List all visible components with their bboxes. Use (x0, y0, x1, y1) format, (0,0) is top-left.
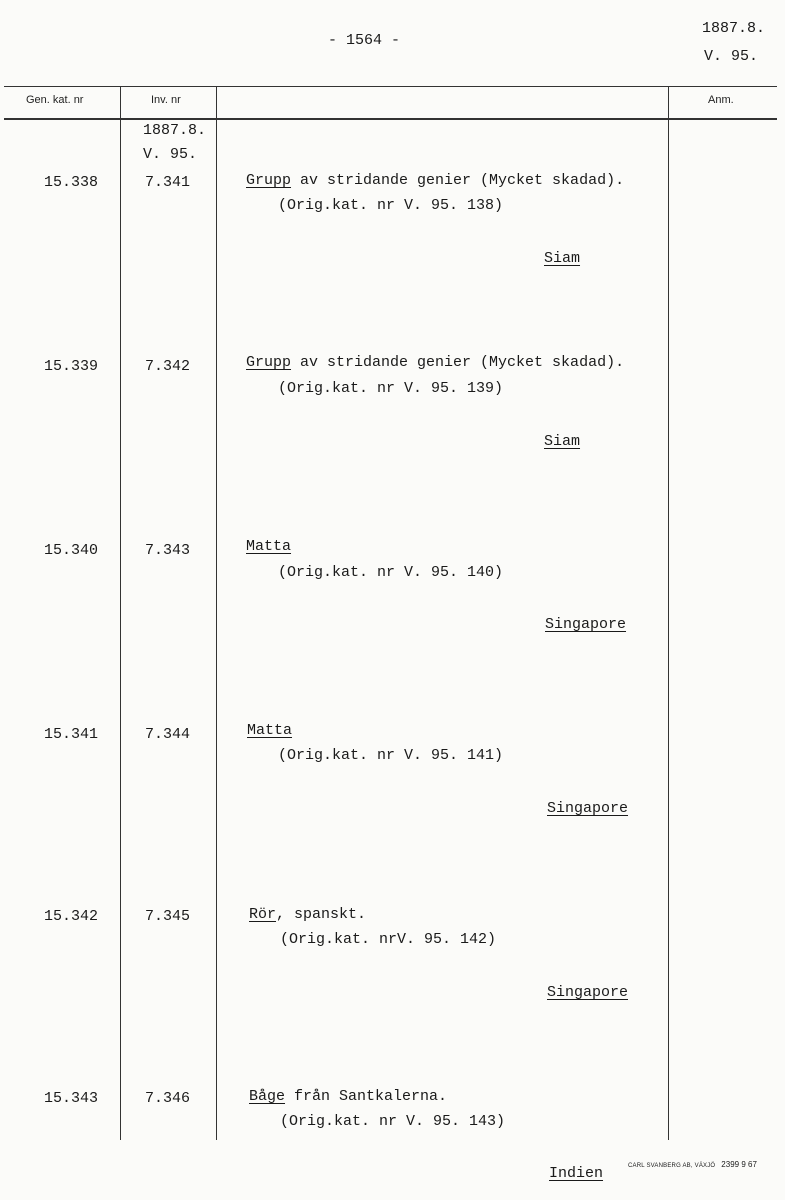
origin-place: Indien (549, 1165, 604, 1182)
inv-number: 7.346 (145, 1090, 191, 1107)
entry-description-rest: , spanskt. (276, 906, 367, 923)
orig-kat-ref: (Orig.kat. nr V. 95. 143) (280, 1113, 506, 1130)
origin-place: Singapore (547, 984, 629, 1001)
gen-kat-number: 15.343 (44, 1090, 99, 1107)
orig-kat-ref: (Orig.kat. nr V. 95. 139) (278, 380, 504, 397)
inv-number: 7.343 (145, 542, 191, 559)
printer-name: CARL SVANBERG AB, VÄXJÖ (628, 1163, 716, 1169)
carry-date: 1887.8. (143, 122, 207, 139)
orig-kat-ref: (Orig.kat. nr V. 95. 140) (278, 564, 504, 581)
gen-kat-number: 15.338 (44, 174, 99, 191)
entry-description-rest: av stridande genier (Mycket skadad). (291, 354, 625, 371)
column-divider-3 (668, 86, 669, 1140)
orig-kat-ref: (Orig.kat. nr V. 95. 141) (278, 747, 504, 764)
origin-place: Siam (544, 250, 581, 267)
column-header-inv-nr: Inv. nr (151, 94, 181, 106)
inv-number: 7.344 (145, 726, 191, 743)
orig-kat-ref: (Orig.kat. nr V. 95. 138) (278, 197, 504, 214)
orig-kat-ref: (Orig.kat. nrV. 95. 142) (280, 931, 497, 948)
entry-description (247, 722, 292, 739)
form-code: 2399 9 67 (721, 1160, 757, 1169)
column-divider-1 (120, 86, 121, 1140)
origin-place: Siam (544, 433, 581, 450)
origin-place: Singapore (545, 616, 627, 633)
printer-imprint (628, 1160, 757, 1169)
carry-volume: V. 95. (143, 146, 198, 163)
entry-description (249, 1088, 447, 1105)
column-header-gen-kat-nr: Gen. kat. nr (26, 94, 84, 106)
page-number: - 1564 - (328, 32, 401, 49)
inv-number: 7.342 (145, 358, 191, 375)
entry-title: Rör (249, 906, 277, 923)
gen-kat-number: 15.342 (44, 908, 99, 925)
entry-title: Matta (246, 538, 292, 555)
column-divider-2 (216, 86, 217, 1140)
entry-description (246, 538, 291, 555)
origin-place: Singapore (547, 800, 629, 817)
inv-number: 7.341 (145, 174, 191, 191)
entry-description (246, 354, 624, 371)
inv-number: 7.345 (145, 908, 191, 925)
top-right-volume: V. 95. (704, 48, 759, 65)
entry-title: Matta (247, 722, 293, 739)
column-header-anm: Anm. (708, 94, 734, 106)
gen-kat-number: 15.341 (44, 726, 99, 743)
top-right-date: 1887.8. (702, 20, 766, 37)
entry-description-rest: av stridande genier (Mycket skadad). (291, 172, 625, 189)
gen-kat-number: 15.340 (44, 542, 99, 559)
entry-title: Båge (249, 1088, 286, 1105)
entry-title: Grupp (246, 354, 292, 371)
gen-kat-number: 15.339 (44, 358, 99, 375)
entry-title: Grupp (246, 172, 292, 189)
entry-description (246, 172, 624, 189)
entry-description-rest: från Santkalerna. (285, 1088, 448, 1105)
entry-description (249, 906, 366, 923)
